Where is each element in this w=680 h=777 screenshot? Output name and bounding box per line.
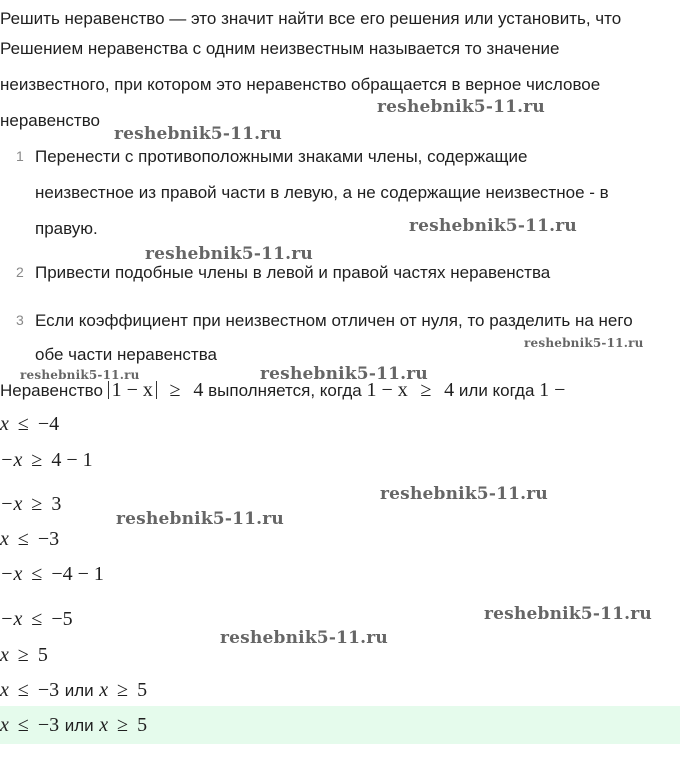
- watermark: reshebnik5-11.ru: [260, 364, 428, 384]
- math-lhs: −x: [0, 449, 23, 471]
- watermark: reshebnik5-11.ru: [145, 244, 313, 264]
- math-lhs: −x: [0, 608, 23, 630]
- math-rhs: 5: [137, 679, 148, 701]
- definition-line-3: неравенство: [0, 111, 101, 130]
- math-rhs: −5: [51, 608, 73, 630]
- derivation-line: [0, 527, 59, 551]
- step-2-line-1: Привести подобные члены в левой и правой частях неравенства: [35, 263, 551, 282]
- math-operator: ≥: [117, 714, 129, 736]
- watermark: reshebnik5-11.ru: [524, 336, 644, 350]
- step-number: 1: [16, 148, 24, 164]
- statement-mid: выполняется, когда: [208, 381, 362, 400]
- math-operator: ≤: [31, 563, 43, 585]
- watermark: reshebnik5-11.ru: [484, 604, 652, 624]
- step-1-line-1: Перенести с противоположными знаками члены, содержащие: [35, 147, 528, 166]
- statement-or: или когда: [458, 381, 535, 400]
- derivation-line: [0, 643, 48, 667]
- watermark: reshebnik5-11.ru: [114, 124, 282, 144]
- math-rhs: −3: [37, 528, 60, 550]
- math-variable: x: [99, 679, 109, 701]
- statement-continuation: [0, 412, 59, 436]
- watermark: reshebnik5-11.ru: [377, 97, 545, 117]
- math-operator: ≥: [31, 493, 43, 515]
- statement-prefix: Неравенство: [0, 381, 103, 400]
- derivation-line: [0, 607, 73, 631]
- case2-lhs: 1 −: [539, 379, 566, 401]
- math-rhs: 4 − 1: [51, 449, 93, 471]
- math-lhs: −x: [0, 563, 23, 585]
- result-or: или: [64, 681, 94, 700]
- case1-operator: ≥: [420, 379, 432, 401]
- watermark: reshebnik5-11.ru: [20, 368, 140, 382]
- math-rhs: 5: [37, 644, 48, 666]
- abs-expression: 1 − x: [108, 381, 157, 399]
- math-operator: ≤: [17, 679, 29, 701]
- math-lhs: x: [0, 528, 9, 550]
- math-rhs: −3: [37, 679, 60, 701]
- math-rhs: −4 − 1: [51, 563, 104, 585]
- math-variable: x: [0, 679, 9, 701]
- watermark: reshebnik5-11.ru: [220, 628, 388, 648]
- case1-lhs: 1 − x: [366, 379, 408, 401]
- math-operator: ≤: [17, 714, 29, 736]
- derivation-line: [0, 562, 104, 586]
- math-operator: ≥: [17, 644, 29, 666]
- answer-or: или: [64, 716, 94, 735]
- derivation-line: [0, 492, 61, 516]
- math-variable: x: [0, 714, 9, 736]
- definition-line-1: Решением неравенства с одним неизвестным называется то значение: [0, 39, 560, 58]
- math-operator: ≤: [17, 413, 29, 435]
- derivation-line: [0, 448, 93, 472]
- math-lhs: −x: [0, 493, 23, 515]
- math-variable: x: [99, 714, 109, 736]
- case1-rhs: 4: [444, 379, 455, 401]
- math-rhs: −3: [37, 714, 60, 736]
- watermark: reshebnik5-11.ru: [380, 484, 548, 504]
- step-number: 2: [16, 264, 24, 280]
- statement-rhs: 4: [193, 379, 204, 401]
- math-variable: x: [0, 413, 9, 435]
- math-operator: ≥: [31, 449, 43, 471]
- math-operator: ≥: [117, 679, 129, 701]
- math-rhs: 5: [137, 714, 148, 736]
- math-rhs: −4: [37, 413, 60, 435]
- answer-line: [0, 713, 147, 738]
- math-operator: ≤: [31, 608, 43, 630]
- math-rhs: 3: [51, 493, 62, 515]
- statement-operator: ≥: [169, 379, 181, 401]
- step-3-line-2: обе части неравенства: [35, 345, 218, 364]
- result-line: [0, 678, 147, 703]
- math-operator: ≤: [17, 528, 29, 550]
- watermark: reshebnik5-11.ru: [409, 216, 577, 236]
- step-number: 3: [16, 312, 24, 328]
- intro-paragraph: Решить неравенство — это значит найти все его решения или установить, что: [0, 9, 622, 28]
- step-3-line-1: Если коэффициент при неизвестном отличен от нуля, то разделить на него: [35, 311, 633, 330]
- step-1-line-3: правую.: [35, 219, 98, 238]
- definition-line-2: неизвестного, при котором это неравенство обращается в верное числовое: [0, 75, 601, 94]
- watermark: reshebnik5-11.ru: [116, 509, 284, 529]
- step-1-line-2: неизвестное из правой части в левую, а не содержащие неизвестное - в: [35, 183, 609, 202]
- math-lhs: x: [0, 644, 9, 666]
